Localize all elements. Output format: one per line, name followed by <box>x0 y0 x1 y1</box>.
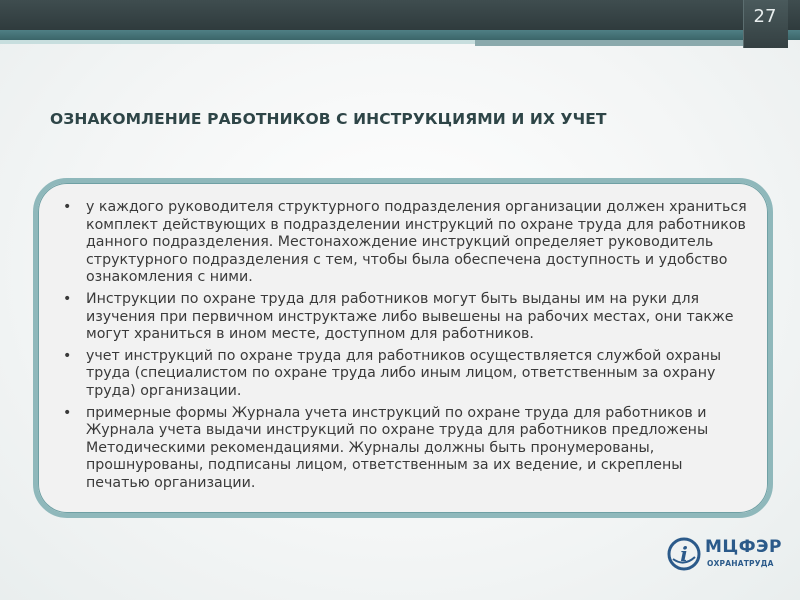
header-stripe-right <box>475 40 743 46</box>
bullet-marker: • <box>63 404 72 421</box>
logo-name: МЦФЭР <box>705 537 782 557</box>
bullet-item <box>60 348 750 401</box>
bullet-text: Инструкции по охране труда для работников могут быть выданы им на руки для изучения при первичном инструктаже либо вывешены на рабочих местах, они также могут храниться в ином месте, доступном для работников. <box>86 290 734 343</box>
bullet-marker: • <box>63 199 72 215</box>
bullet-list <box>60 199 750 497</box>
slide-title: ОЗНАКОМЛЕНИЕ РАБОТНИКОВ С ИНСТРУКЦИЯМИ И ИХ УЧЕТ <box>50 110 607 128</box>
bullet-marker: • <box>63 347 72 364</box>
header-stripe <box>0 30 800 40</box>
company-logo <box>667 537 792 577</box>
content-frame <box>33 178 773 518</box>
bullet-item <box>60 199 750 287</box>
logo-i-icon <box>667 537 701 571</box>
bullet-marker: • <box>63 290 72 307</box>
logo-mark-letter: i <box>680 542 688 566</box>
bullet-text: учет инструкций по охране труда для работников осуществляется службой охраны труда (специалистом по охране труда либо иным лицом, ответственным за охрану труда) организации. <box>86 347 722 399</box>
header-band <box>0 0 800 30</box>
bullet-item <box>60 291 750 344</box>
header-stripe-light <box>0 40 475 44</box>
bullet-text: примерные формы Журнала учета инструкций по охране труда для работников и Журнала учета выдачи инструкций по охране труда для работников предложены Методическими рекомендациями. Журналы должны быть пронумерованы, прошнурованы, подписаны лицом, ответственным за их ведение, и скреплены печатью организации. <box>86 404 709 491</box>
slide-number: 27 <box>753 6 777 27</box>
bullet-item <box>60 405 750 493</box>
bullet-text: у каждого руководителя структурного подразделения организации должен храниться комплект действующих в подразделении инструкций по охране труда для работников данного подразделения. Местонахождение инструкций определяет руководитель структурного подразделения с тем, чтобы была обеспечена доступность и удобство ознакомления с ними. <box>86 199 747 286</box>
logo-subtitle: ОХРАНАТРУДА <box>707 559 774 568</box>
